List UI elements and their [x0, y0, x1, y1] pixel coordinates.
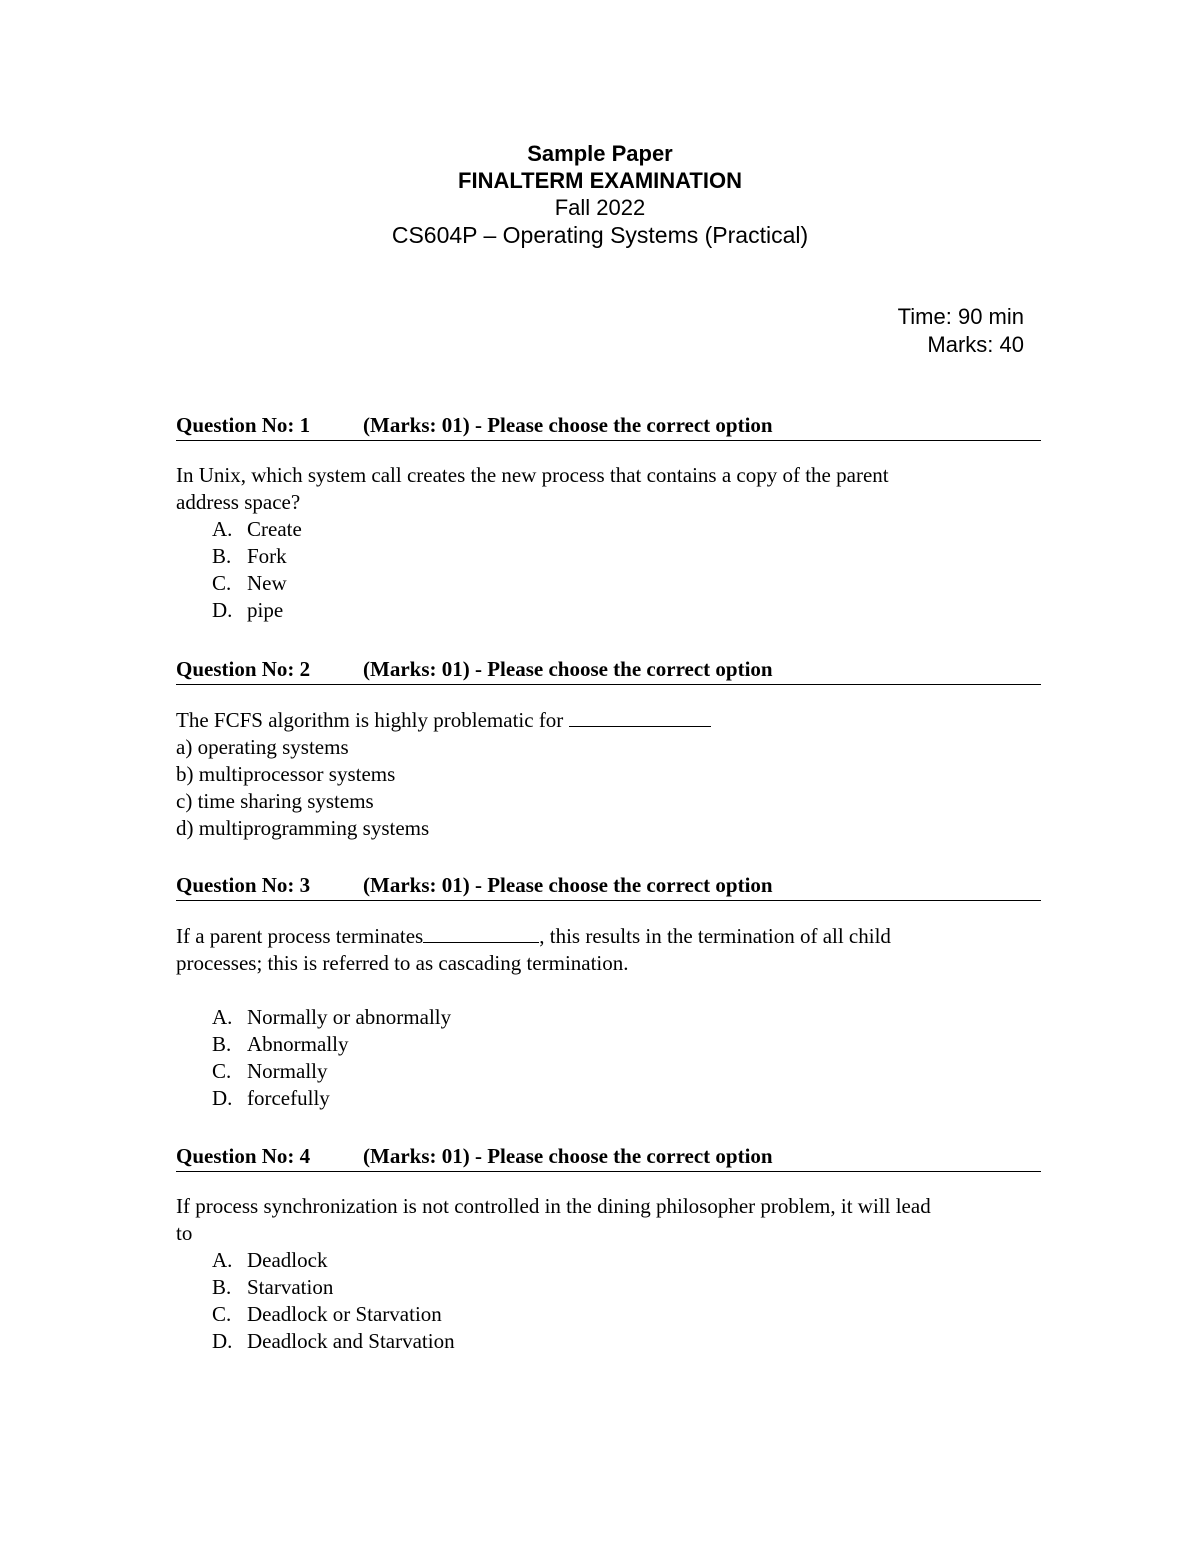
- question-number: Question No: 2: [176, 657, 311, 681]
- option: [176, 1247, 1041, 1274]
- question-instructions: (Marks: 01) - Please choose the correct option: [363, 413, 773, 437]
- option-text: Fork: [247, 544, 287, 568]
- question-instructions: (Marks: 01) - Please choose the correct option: [363, 1144, 773, 1168]
- exam-term: Fall 2022: [554, 195, 646, 220]
- option-text: Deadlock or Starvation: [247, 1302, 442, 1326]
- options-list: [176, 1247, 1041, 1355]
- question-text-content: The FCFS algorithm is highly problematic for: [176, 708, 564, 732]
- options-list: [176, 516, 1041, 624]
- spacer: [176, 977, 1041, 1004]
- question-4: [176, 1141, 1041, 1355]
- option-letter: D.: [212, 598, 233, 622]
- option-letter: A.: [212, 517, 233, 541]
- option: [176, 1274, 1041, 1301]
- options-list: [176, 1004, 1041, 1112]
- question-number: Question No: 3: [176, 873, 311, 897]
- question-3: [176, 870, 1041, 1112]
- answer-blank: [423, 922, 539, 943]
- option: [176, 543, 1041, 570]
- question-header: [176, 870, 1041, 901]
- question-instructions: (Marks: 01) - Please choose the correct option: [363, 657, 773, 681]
- question-header: [176, 654, 1041, 685]
- option-text: New: [247, 571, 287, 595]
- question-1: [176, 410, 1041, 624]
- option-text: forcefully: [247, 1086, 330, 1110]
- question-text-line: address space?: [176, 490, 301, 514]
- options-list: [176, 734, 1041, 842]
- question-text-line: to: [176, 1221, 193, 1245]
- question-number: Question No: 1: [176, 413, 311, 437]
- question-header: [176, 410, 1041, 441]
- option: d) multiprogramming systems: [176, 816, 430, 840]
- question-number: Question No: 4: [176, 1144, 311, 1168]
- question-text-line: [176, 922, 1041, 950]
- option-letter: C.: [212, 571, 232, 595]
- option: a) operating systems: [176, 735, 349, 759]
- question-2: [176, 654, 1041, 842]
- question-text: [176, 922, 1041, 977]
- option: c) time sharing systems: [176, 789, 374, 813]
- exam-header: [0, 140, 1200, 249]
- question-text-line: In Unix, which system call creates the new process that contains a copy of the parent: [176, 463, 889, 487]
- question-instructions: (Marks: 01) - Please choose the correct option: [363, 873, 773, 897]
- marks-label: Marks: 40: [927, 332, 1024, 357]
- question-text-content: , this results in the termination of all child: [539, 924, 891, 948]
- option: b) multiprocessor systems: [176, 762, 396, 786]
- option-letter: C.: [212, 1302, 232, 1326]
- option: [176, 1058, 1041, 1085]
- option-text: Starvation: [247, 1275, 334, 1299]
- option-letter: A.: [212, 1248, 233, 1272]
- option-text: Create: [247, 517, 302, 541]
- answer-blank: [569, 706, 711, 727]
- question-text: [176, 706, 1041, 734]
- question-text-line: [176, 706, 1041, 734]
- paper-type: Sample Paper: [527, 141, 673, 166]
- option-letter: C.: [212, 1059, 232, 1083]
- question-text: [176, 1193, 1041, 1247]
- option: [176, 1031, 1041, 1058]
- option-letter: A.: [212, 1005, 233, 1029]
- option-text: Normally or abnormally: [247, 1005, 452, 1029]
- question-text-line: If process synchronization is not controlled in the dining philosopher problem, it will lead: [176, 1194, 931, 1218]
- option-text: Deadlock: [247, 1248, 328, 1272]
- option: [176, 1328, 1041, 1355]
- question-text-line: processes; this is referred to as cascading termination.: [176, 951, 629, 975]
- option-text: Abnormally: [247, 1032, 349, 1056]
- option: [176, 570, 1041, 597]
- course-title: CS604P – Operating Systems (Practical): [391, 222, 809, 248]
- question-text-content: If a parent process terminates: [176, 924, 424, 948]
- exam-title: FINALTERM EXAMINATION: [458, 168, 742, 193]
- exam-meta: [898, 303, 1024, 359]
- option-letter: D.: [212, 1329, 233, 1353]
- option-letter: B.: [212, 544, 232, 568]
- option-letter: B.: [212, 1275, 232, 1299]
- option-letter: D.: [212, 1086, 233, 1110]
- option: [176, 1301, 1041, 1328]
- option: [176, 516, 1041, 543]
- question-header: [176, 1141, 1041, 1172]
- option: [176, 1085, 1041, 1112]
- option-text: pipe: [247, 598, 284, 622]
- option-text: Normally: [247, 1059, 328, 1083]
- option: [176, 597, 1041, 624]
- time-label: Time: 90 min: [897, 304, 1024, 329]
- option-text: Deadlock and Starvation: [247, 1329, 455, 1353]
- option-letter: B.: [212, 1032, 232, 1056]
- option: [176, 1004, 1041, 1031]
- question-text: [176, 462, 1041, 516]
